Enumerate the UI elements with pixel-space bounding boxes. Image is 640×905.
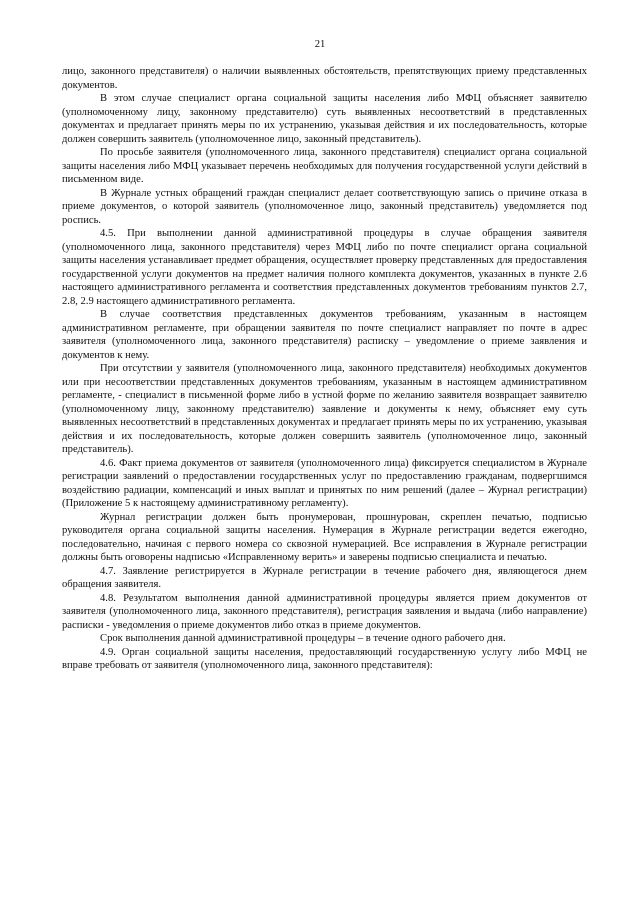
paragraph: лицо, законного представителя) о наличии выявленных обстоятельств, препятствующих приему представленных документов.: [62, 66, 587, 91]
paragraph: По просьбе заявителя (уполномоченного лица, законного представителя) специалист органа социальной защиты населения либо МФЦ указывает перечень необходимых для получения государственной услуги действий в письменном виде.: [62, 147, 587, 185]
paragraph: 4.9. Орган социальной защиты населения, предоставляющий государственную услугу либо МФЦ не вправе требовать от заявителя (уполномоченного лица, законного представителя):: [62, 646, 587, 671]
paragraph: 4.8. Результатом выполнения данной административной процедуры является прием документов от заявителя (уполномоченного лица, законного представителя), регистрация заявления и выдача (либо направление) расписки - уведомления о приеме документов либо отказ в приеме документов.: [62, 592, 587, 631]
document-body: [62, 65, 587, 673]
paragraph: Срок выполнения данной административной процедуры – в течение одного рабочего дня.: [100, 633, 506, 644]
paragraph: При отсутствии у заявителя (уполномоченного лица, законного представителя) необходимых документов или при несоответствии представленных документов требованиям, указанным в настоящем административном регламенте, - специалист в письменной форме либо в устной форме по желанию заявителя возвращает заявителю (уполномоченному лицу, законному представителю) заявление и документы к нему, объясняет ему суть выявленных несоответствий в представленных документах и предлагает принять меры по их устранению, указывая действия и их последовательность, которые должен совершить заявитель (уполномоченное лицо, законный представитель).: [62, 363, 587, 455]
paragraph: В случае соответствия представленных документов требованиям, указанным в настоящем административном регламенте, при обращении заявителя по почте специалист направляет по почте в адрес заявителя (уполномоченного лица, законного представителя) расписку – уведомление о приеме заявления и документов к нему.: [62, 309, 587, 361]
paragraph: В Журнале устных обращений граждан специалист делает соответствующую запись о причине отказа в приеме документов, о которой заявитель (уполномоченное лицо, законный представитель) уведомляется под роспись.: [62, 187, 587, 226]
page-number: 21: [314, 39, 326, 50]
paragraph: 4.6. Факт приема документов от заявителя (уполномоченного лица) фиксируется специалистом в Журнале регистрации заявлений о предоставлении государственных услуг по предоставлению гражданам, подвергшимся воздействию радиации, компенсаций и иных выплат и принятых по ним решений (далее – Журнал регистрации) (Приложение 5 к настоящему административному регламенту).: [62, 457, 587, 509]
paragraph: 4.7. Заявление регистрируется в Журнале регистрации в течение рабочего дня, являющегося днем обращения заявителя.: [62, 565, 587, 590]
paragraph: Журнал регистрации должен быть пронумерован, прошнурован, скреплен печатью, подписью руководителя органа социальной защиты населения. Нумерация в Журнале регистрации ведется ежегодно, последовательно, начиная с первого номера со сквозной нумерацией. Все исправления в Журнале регистрации должны быть оговорены надписью «Исправленному верить» и заверены подписью специалиста и печатью.: [62, 511, 587, 563]
paragraph: В этом случае специалист органа социальной защиты населения либо МФЦ объясняет заявителю (уполномоченному лицу, законному представителю) суть выявленных несоответствий в представленных документах и предлагает принять меры по их устранению, указывая действия и их последовательность, которые должен совершить заявитель (уполномоченное лицо, законный представитель).: [62, 93, 587, 145]
paragraph: 4.5. При выполнении данной административной процедуры в случае обращения заявителя (уполномоченного лица, законного представителя) через МФЦ либо по почте специалист органа социальной защиты населения устанавливает предмет обращения, осуществляет проверку представленных для предоставления государственной услуги документов на предмет наличия полного комплекта документов, указанных в пункте 2.6 настоящего административного регламента и соответствия представленных документов требованиям пунктов 2.7, 2.8, 2.9 настоящего административного регламента.: [62, 228, 587, 307]
